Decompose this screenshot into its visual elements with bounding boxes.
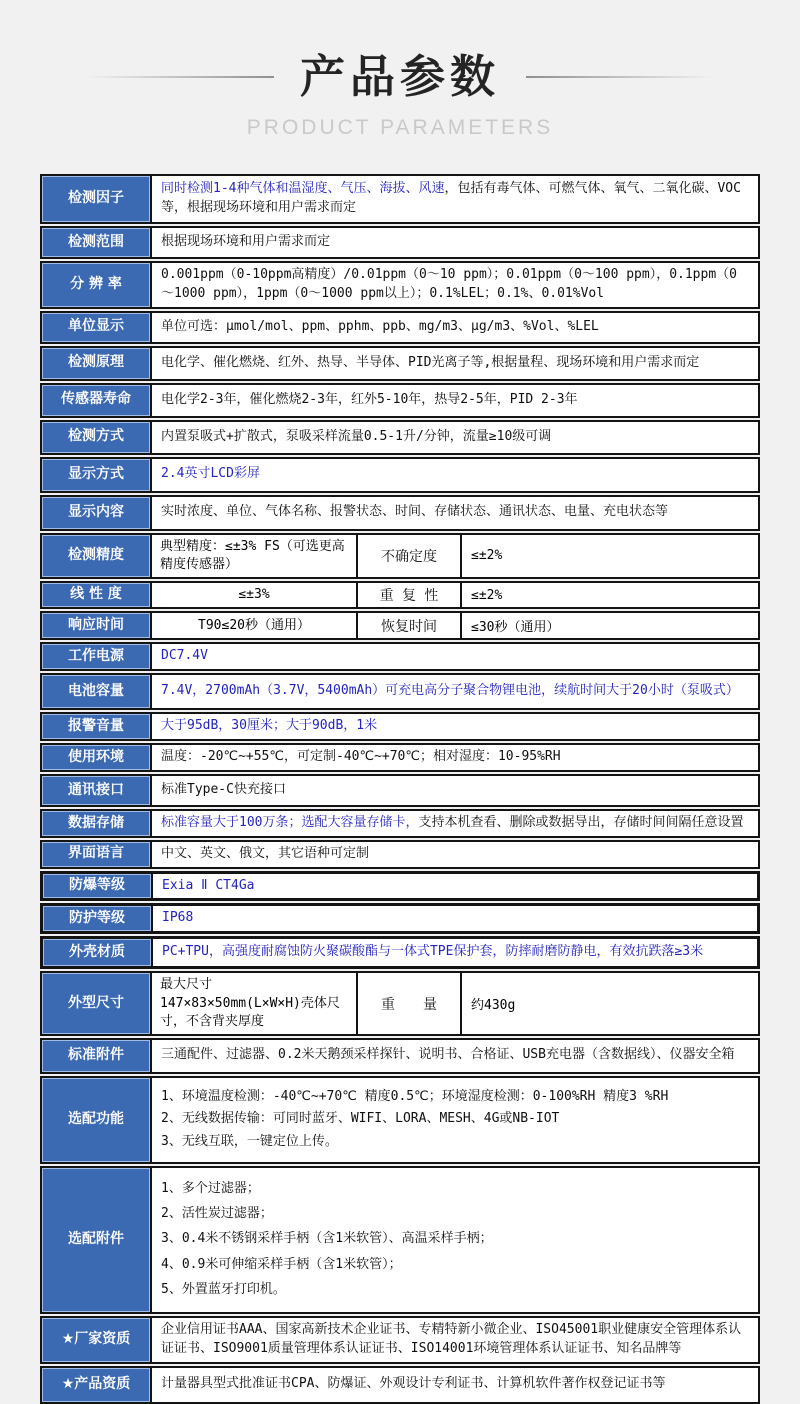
row-content (153, 906, 757, 931)
value-segment: 温度：-20℃~+55℃，可定制-40℃~+70℃；相对湿度：10-95%RH (161, 749, 561, 765)
spec-row (40, 840, 760, 869)
row-sub-label (358, 613, 462, 638)
list-line: 2、活性炭过滤器； (161, 1206, 273, 1222)
row-value-text (161, 233, 749, 252)
row-content (152, 459, 758, 491)
row-content (152, 714, 758, 739)
spec-row (40, 971, 760, 1036)
row-label (43, 906, 153, 931)
row-label-text: 线 性 度 (70, 586, 122, 603)
spec-row (40, 611, 760, 640)
value-segment-highlight: Exia Ⅱ CT4Ga (162, 877, 255, 893)
row-content (153, 939, 757, 966)
value-segment-highlight: DC7.4V (161, 648, 208, 664)
row-label (43, 939, 153, 966)
row-label-text: 数据存储 (68, 814, 124, 831)
row-label (42, 583, 152, 607)
list-line: 4、0.9米可伸缩采样手柄（含1米软管）； (161, 1256, 402, 1272)
row-sub-label-text: 重 复 性 (379, 588, 439, 605)
row-value-cell-2 (462, 973, 758, 1034)
spec-row (40, 581, 760, 609)
value-segment: 计量器具型式批准证书CPA、防爆证、外观设计专利证书、计算机软件著作权登记证书等 (161, 1376, 666, 1392)
value-segment-highlight: 同时检测1-4种气体和温湿度、气压、海拔、风速 (161, 181, 445, 197)
row-value-text (162, 909, 748, 928)
list-line: 1、环境温度检测：-40℃~+70℃ 精度0.5℃；环境湿度检测：0-100%RH 精度3 %RH (161, 1088, 669, 1104)
value-segment: 电化学、催化燃烧、红外、热导、半导体、PID光离子等,根据量程、现场环境和用户需求而定 (161, 354, 700, 370)
row-value-text (161, 748, 749, 767)
row-content (152, 776, 758, 805)
row-label-text: 响应时间 (68, 617, 124, 633)
row-label (42, 644, 152, 669)
page-subtitle: PRODUCT PARAMETERS (246, 116, 554, 139)
row-value-cell-1 (152, 535, 358, 577)
row-label (42, 1368, 152, 1402)
row-label (42, 1078, 152, 1162)
row-sub-label (358, 583, 462, 607)
row-label-text: 界面语言 (68, 845, 124, 862)
row-content (152, 263, 758, 307)
row-label-text: 电池容量 (68, 683, 124, 699)
title-row (0, 50, 800, 104)
value-segment-highlight: PC+TPU，高强度耐腐蚀防火聚碳酸酯与一体式TPE保护套，防摔耐磨防静电，有效抗跌落≥3米 (162, 944, 704, 960)
row-label-text: 标准附件 (68, 1047, 124, 1064)
row-label (42, 228, 152, 257)
row-content (152, 497, 758, 529)
row-sub-label-text: 重 量 (381, 996, 437, 1013)
page-header (0, 0, 800, 140)
row-content (152, 348, 758, 379)
row-label (42, 313, 152, 342)
row-content (152, 1040, 758, 1072)
row-label (42, 263, 152, 307)
row-value-text (160, 538, 348, 574)
row-label-text: ★产品资质 (61, 1376, 131, 1393)
row-value-cell-1 (152, 613, 358, 638)
row-label (42, 497, 152, 529)
value-segment-highlight: 大于95dB，30厘米；大于90dB，1米 (161, 718, 378, 734)
row-content (152, 675, 758, 708)
spec-row (40, 871, 760, 902)
spec-row (40, 712, 760, 741)
row-value-text (161, 814, 749, 833)
row-label (42, 714, 152, 739)
spec-row (40, 383, 760, 418)
value-segment-highlight: IP68 (162, 910, 194, 926)
row-value-text (161, 717, 749, 736)
spec-row (40, 495, 760, 531)
row-label (42, 842, 152, 867)
row-label-text: 检测精度 (68, 547, 124, 564)
row-label-text: 报警音量 (68, 717, 124, 734)
value-segment: 实时浓度、单位、气体名称、报警状态、时间、存储状态、通讯状态、电量、充电状态等 (161, 504, 669, 520)
row-value-text (161, 682, 749, 701)
spec-row (40, 642, 760, 671)
row-label (42, 348, 152, 379)
spec-row (40, 936, 760, 969)
row-label-text: ★厂家资质 (61, 1331, 131, 1348)
row-label (42, 535, 152, 577)
row-value-cell-1 (152, 583, 358, 607)
spec-row (40, 673, 760, 710)
value-segment-highlight: 2.4英寸LCD彩屏 (161, 466, 260, 482)
spec-row (40, 533, 760, 579)
value-segment: ≤±2% (471, 548, 503, 564)
value-segment: 三通配件、过滤器、0.2米天鹅颈采样探针、说明书、合格证、USB充电器（含数据线）、仪器安全箱 (161, 1047, 735, 1063)
row-content (153, 874, 757, 899)
row-label-text: 防护等级 (69, 910, 125, 927)
row-label-text: 单位显示 (68, 318, 124, 335)
row-label-text: 传感器寿命 (61, 391, 131, 408)
list-line: 3、无线互联，一键定位上传。 (161, 1134, 338, 1150)
list-line: 2、无线数据传输：可同时蓝牙、WIFI、LORA、MESH、4G或NB-IOT (161, 1111, 560, 1127)
list-line: 1、多个过滤器； (161, 1181, 260, 1197)
list-line: 5、外置蓝牙打印机。 (161, 1281, 286, 1297)
row-value-text (161, 503, 749, 522)
row-content (152, 644, 758, 669)
row-value-text (161, 391, 749, 410)
row-content (152, 811, 758, 836)
row-label (42, 973, 152, 1034)
title-decoration-line-right (526, 76, 712, 78)
spec-row (40, 420, 760, 455)
spec-row (40, 774, 760, 807)
spec-row (40, 261, 760, 309)
row-content (152, 313, 758, 342)
row-value-text (161, 845, 749, 864)
spec-row (40, 1076, 760, 1164)
row-label (42, 613, 152, 638)
row-content (152, 422, 758, 453)
spec-row (40, 457, 760, 493)
spec-row (40, 311, 760, 344)
row-value-text (161, 465, 749, 484)
spec-table (40, 174, 760, 1404)
value-segment: ，包括有毒气体、可燃气体、氧气、二氧化碳、VOC等，根据现场环境和用户需求而定 (161, 181, 741, 215)
row-label-text: 选配功能 (68, 1111, 124, 1128)
row-label (42, 1040, 152, 1072)
row-value-text (471, 616, 559, 635)
spec-row (40, 1316, 760, 1364)
row-value-text (161, 1046, 749, 1065)
value-segment: 企业信用证书AAA、国家高新技术企业证书、专精特新小微企业、ISO45001职业健康安全管理体系认证证书、ISO9001质量管理体系认证证书、ISO14001环境管理体系认证证书、知名品牌等 (161, 1322, 742, 1356)
value-segment: 电化学2-3年，催化燃烧2-3年，红外5-10年，热导2-5年，PID 2-3年 (161, 391, 578, 407)
row-label-text: 检测范围 (68, 233, 124, 250)
value-segment: 中文、英文、俄文，其它语种可定制 (161, 845, 370, 861)
row-value-cell-2 (462, 583, 758, 607)
row-label-text: 分 辨 率 (70, 276, 122, 293)
value-segment: 支持本机查看、删除或数据导出，存储时间间隔任意设置 (418, 814, 744, 830)
row-value-cell-2 (462, 535, 758, 577)
row-sub-label (358, 973, 462, 1034)
row-value-text (471, 994, 515, 1013)
row-value-text (162, 877, 748, 896)
row-value-cell-1 (152, 973, 358, 1034)
row-label (42, 811, 152, 836)
value-segment-highlight: 7.4V，2700mAh（3.7V，5400mAh）可充电高分子聚合物锂电池，续航时间大于20小时（泵吸式） (161, 683, 739, 699)
row-value-text (161, 266, 749, 304)
spec-row (40, 1166, 760, 1314)
row-label (42, 1318, 152, 1362)
row-content (152, 1168, 758, 1312)
row-label (42, 745, 152, 770)
value-segment: 标准Type-C快充接口 (161, 782, 286, 798)
row-label-text: 工作电源 (68, 648, 124, 664)
row-sub-label (358, 535, 462, 577)
row-value-text (161, 647, 749, 666)
row-value-text (161, 318, 749, 337)
row-sub-label-text: 不确定度 (381, 548, 437, 565)
row-content (152, 745, 758, 770)
row-value-text (161, 428, 749, 447)
row-content (152, 385, 758, 416)
row-label-text: 检测因子 (68, 190, 124, 207)
row-label-text: 检测原理 (68, 354, 124, 371)
row-label (42, 459, 152, 491)
spec-row (40, 809, 760, 838)
row-label-text: 显示内容 (68, 503, 124, 520)
value-segment: 最大尺寸147×83×50mm(L×W×H)壳体尺寸，不含背夹厚度 (160, 977, 340, 1029)
row-value-text (161, 1375, 749, 1394)
spec-row (40, 226, 760, 259)
spec-row (40, 174, 760, 224)
row-value-text (161, 354, 749, 373)
row-label-text: 检测方式 (68, 428, 124, 445)
row-value-text (471, 548, 502, 563)
row-value-text (198, 617, 310, 635)
list-line: 3、0.4米不锈钢采样手柄（含1米软管）、高温采样手柄； (161, 1231, 493, 1247)
value-segment: 约430g (471, 998, 516, 1014)
row-label-text: 外型尺寸 (68, 994, 124, 1011)
row-content (152, 1368, 758, 1402)
row-label (42, 776, 152, 805)
value-segment: ≤±2% (471, 587, 503, 603)
title-decoration-line-left (88, 76, 274, 78)
row-content (152, 1318, 758, 1362)
row-value-text (471, 588, 502, 603)
row-value-text (161, 1321, 749, 1359)
row-label-text: 通讯接口 (68, 781, 124, 798)
spec-row (40, 903, 760, 934)
row-value-text (162, 943, 748, 962)
row-label (42, 675, 152, 708)
value-segment: ≤30秒（通用） (471, 620, 560, 636)
page-title: 产品参数 (299, 50, 500, 103)
value-segment: 内置泵吸式+扩散式，泵吸采样流量0.5-1升/分钟，流量≥10级可调 (161, 428, 552, 444)
row-label-text: 使用环境 (68, 748, 124, 765)
row-label (42, 176, 152, 222)
row-label (42, 422, 152, 453)
row-label (43, 874, 153, 899)
value-segment: ≤±3% (238, 587, 270, 603)
spec-row (40, 1038, 760, 1074)
row-sub-label-text: 恢复时间 (381, 618, 437, 635)
spec-row (40, 1366, 760, 1404)
spec-row (40, 743, 760, 772)
row-label (42, 385, 152, 416)
value-segment: 根据现场环境和用户需求而定 (161, 234, 331, 250)
value-segment: 单位可选：μmol/mol、ppm、pphm、ppb、mg/m3、μg/m3、%Vol、%LEL (161, 318, 599, 334)
row-label-text: 选配附件 (68, 1231, 124, 1248)
value-segment-highlight: 标准容量大于100万条；选配大容量存储卡， (161, 814, 419, 830)
row-content (152, 228, 758, 257)
value-segment: 典型精度：≤±3% FS（可选更高精度传感器） (160, 538, 345, 572)
row-content (152, 1078, 758, 1162)
spec-row (40, 346, 760, 381)
row-value-cell-2 (462, 613, 758, 638)
row-value-text (160, 976, 348, 1031)
row-value-text (238, 586, 269, 604)
row-label (42, 1168, 152, 1312)
row-label-text: 外壳材质 (69, 944, 125, 961)
value-segment: 0.001ppm（0-10ppm高精度）/0.01ppm（0～10 ppm）；0.01ppm（0～100 ppm），0.1ppm（0～1000 ppm），1ppm（0～1000 ppm以上）；0.1%LEL；0.1%、0.01%Vol (161, 267, 737, 301)
value-segment: T90≤20秒（通用） (198, 617, 310, 633)
row-content (152, 176, 758, 222)
row-content (152, 842, 758, 867)
row-label-text: 防爆等级 (69, 877, 125, 894)
row-label-text: 显示方式 (68, 465, 124, 482)
row-value-text (161, 180, 749, 218)
row-value-text (161, 781, 749, 800)
